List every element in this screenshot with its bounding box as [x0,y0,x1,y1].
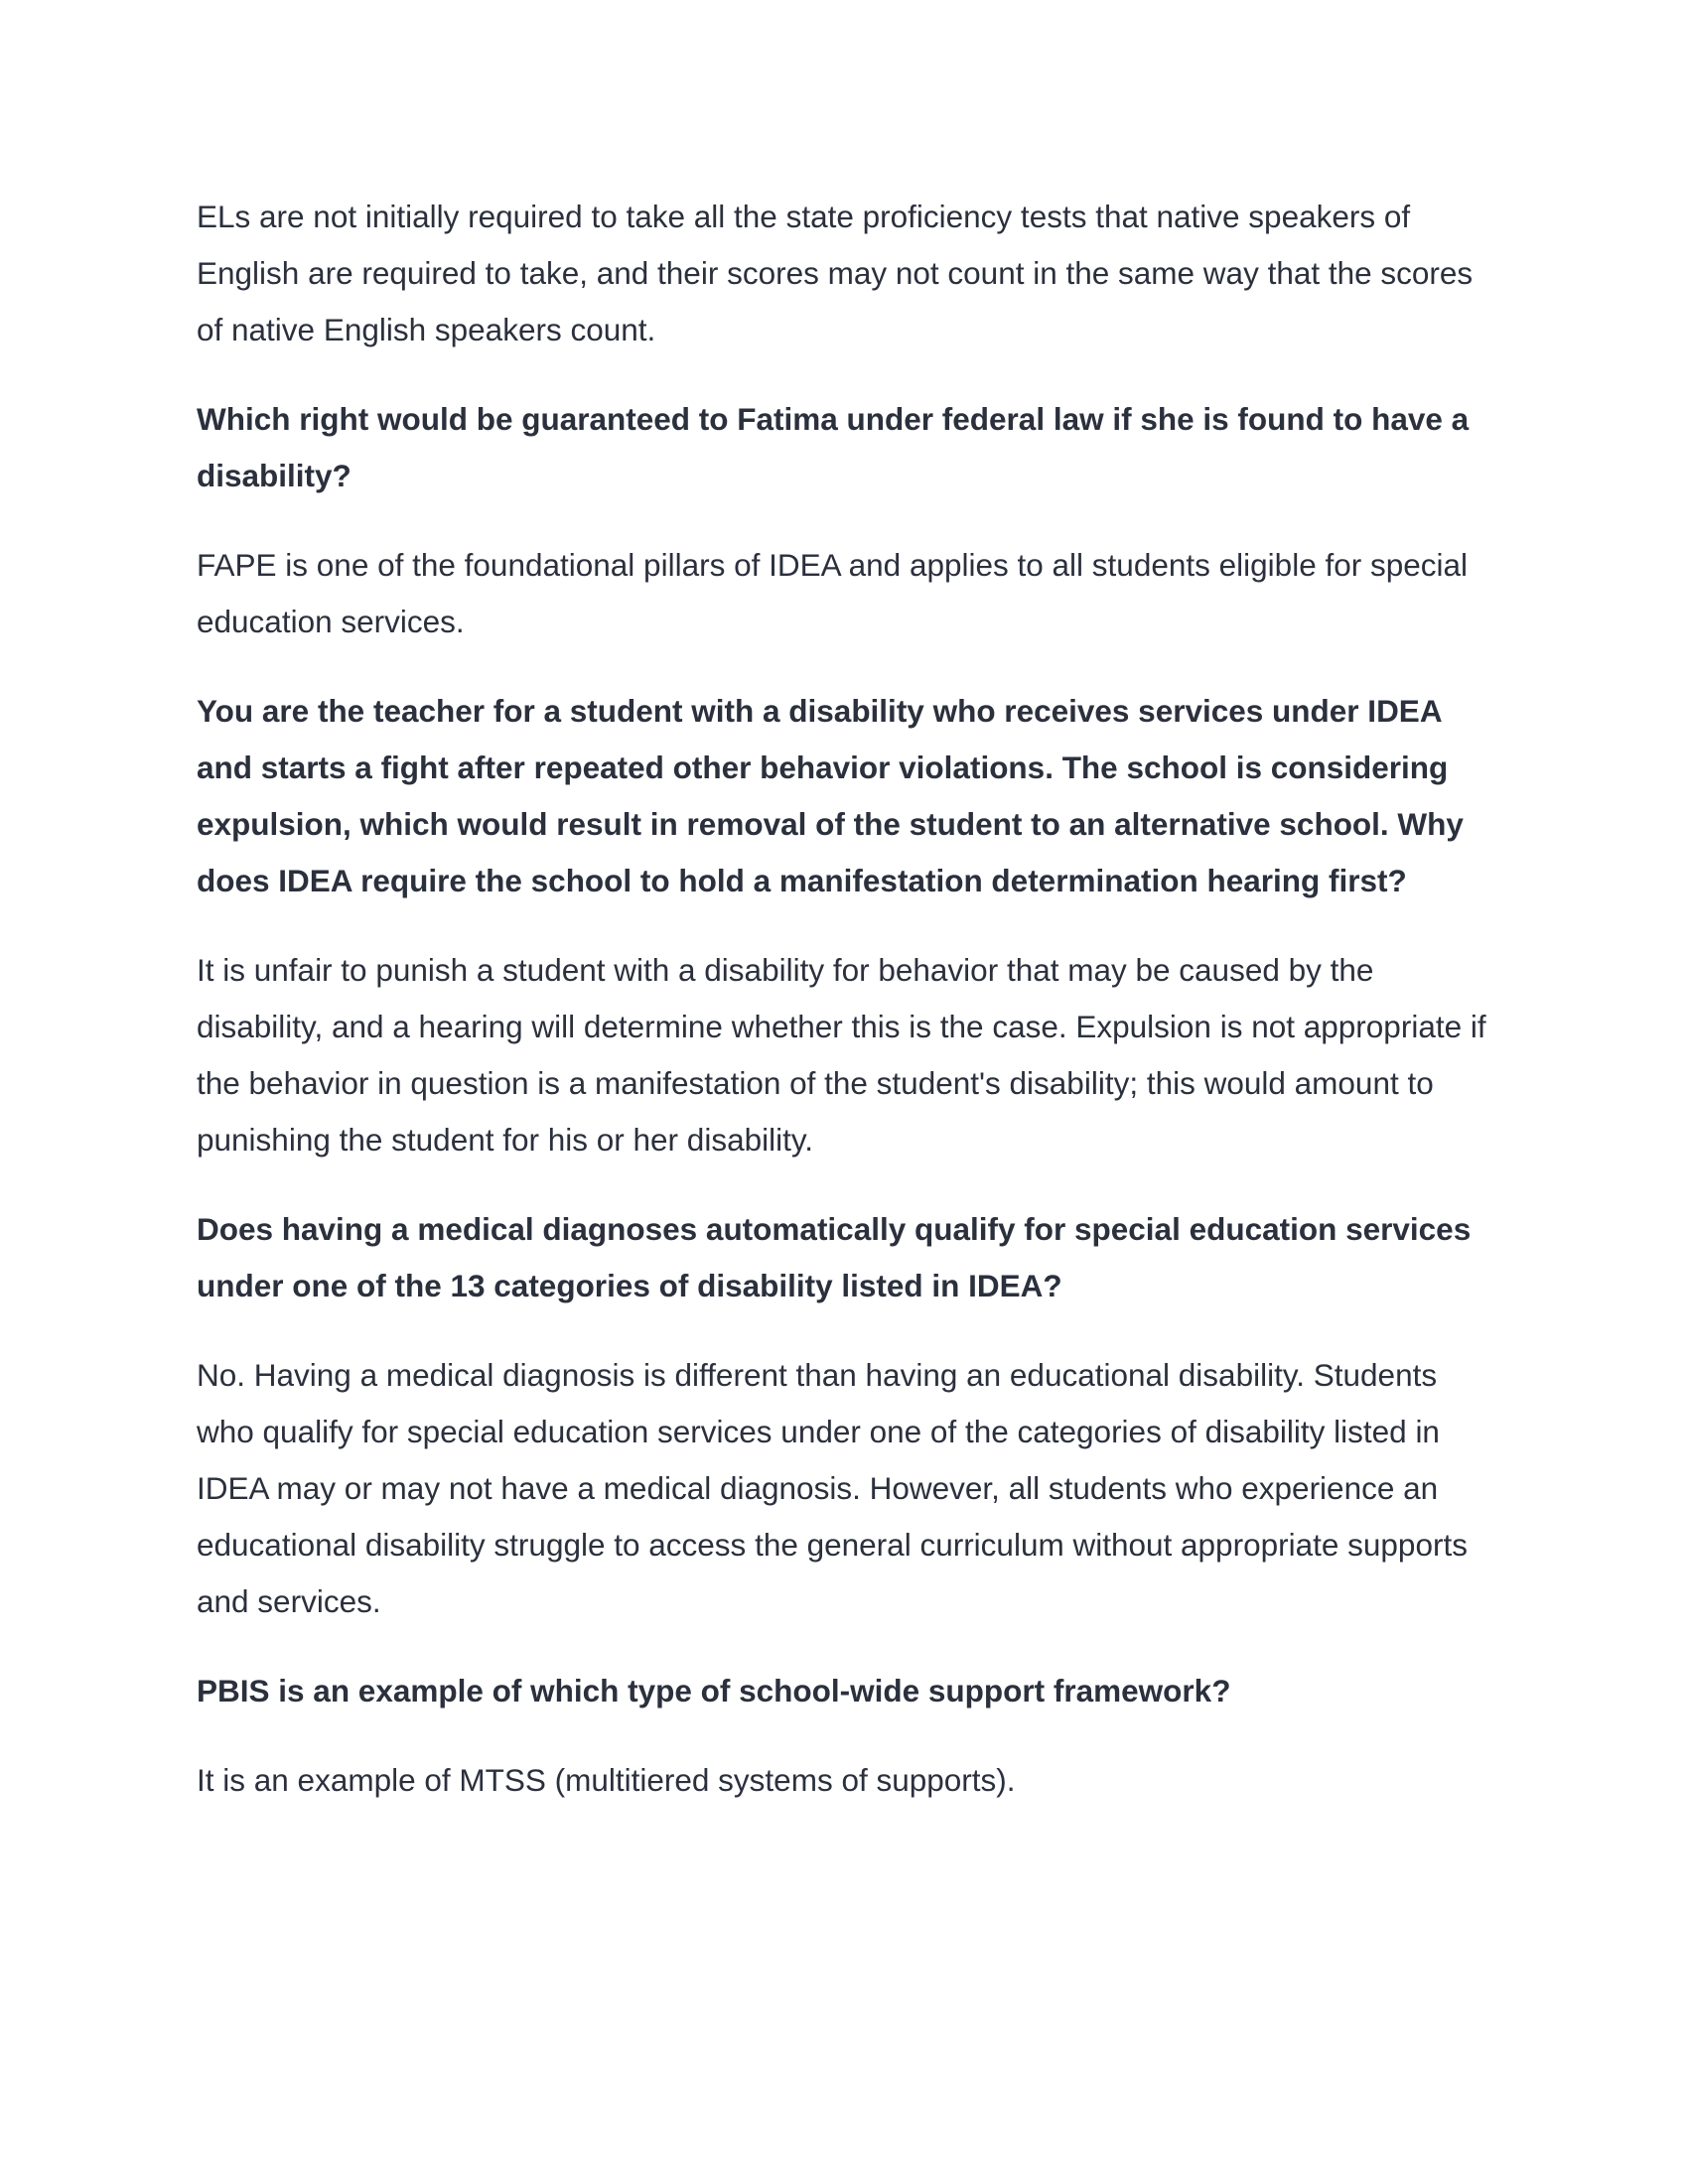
answer-paragraph: It is unfair to punish a student with a disability for behavior that may be caused by the disability, and a hearing will determine whether this is the case. Expulsion is not appropriate if the behavior in question is a manifestation of the student's disability; this would amount to punishing the student for his or her disability. [197,952,1486,1158]
answer-paragraph: FAPE is one of the foundational pillars of IDEA and applies to all students eligible for special education services. [197,547,1469,639]
question-heading: You are the teacher for a student with a disability who receives services under IDEA and starts a fight after repeated other behavior violations. The school is considering expulsion, which would result in removal of the student to an alternative school. Why does IDEA require the school to hold a manifestation determination hearing first? [197,693,1464,898]
answer-paragraph: ELs are not initially required to take all the state proficiency tests that native speakers of English are required to take, and their scores may not count in the same way that the scores of native English speakers count. [197,199,1474,347]
document-body [197,189,1487,1842]
answer-paragraph: It is an example of MTSS (multitiered systems of supports). [197,1762,1016,1798]
question-heading: Does having a medical diagnoses automatically qualify for special education services under one of the 13 categories of disability listed in IDEA? [197,1211,1472,1303]
question-heading: PBIS is an example of which type of school-wide support framework? [197,1673,1231,1708]
answer-paragraph: No. Having a medical diagnosis is different than having an educational disability. Students who qualify for special education services under one of the categories of disability listed in IDEA may or may not have a medical diagnosis. However, all students who experience an educational disability struggle to access the general curriculum without appropriate supports and services. [197,1357,1468,1619]
question-heading: Which right would be guaranteed to Fatima under federal law if she is found to have a disability? [197,401,1470,493]
